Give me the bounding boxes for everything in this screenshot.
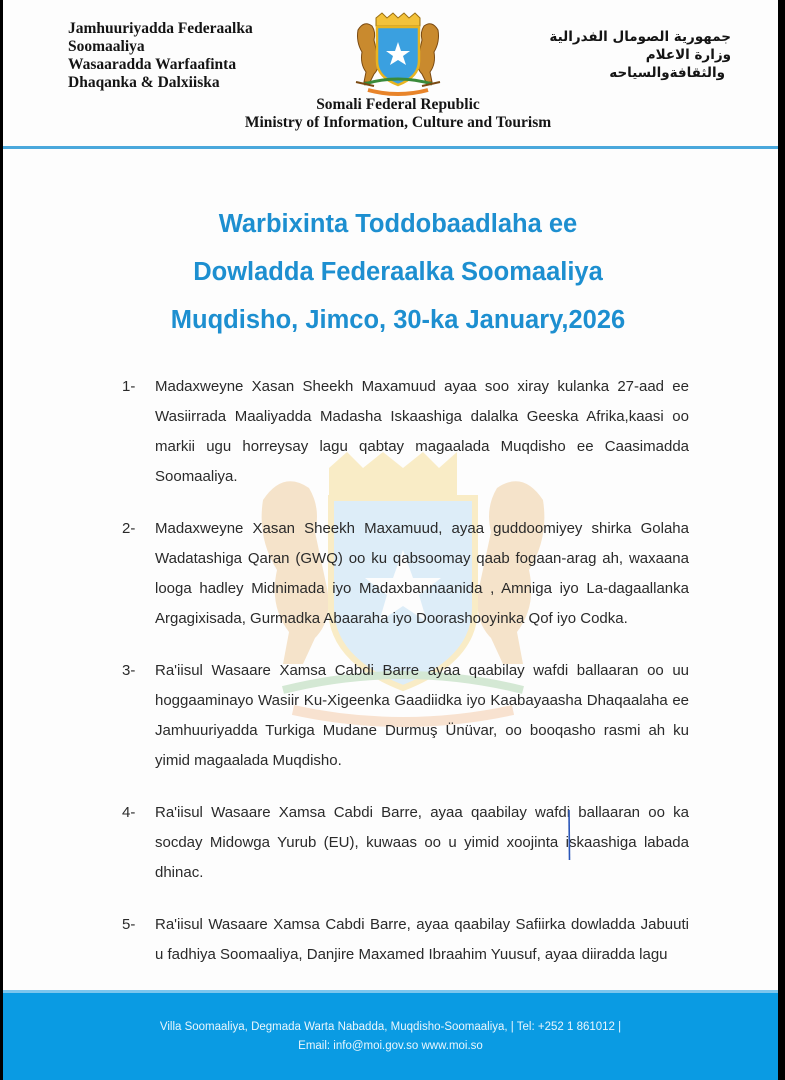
item-number: 1- — [122, 378, 136, 395]
document-title — [3, 200, 778, 344]
coat-of-arms-icon — [350, 10, 446, 100]
header-arabic-line: جمهورية الصومال الفدرالية — [549, 29, 731, 45]
title-line: Warbixinta Toddobaadlaha ee — [218, 210, 578, 238]
item-text: Madaxweyne Xasan Sheekh Maxamuud ayaa soo xiray kulanka 27-aad ee Wasiirrada Maaliyadda Madasha Iskaashiga dalalka Geeska Afrika,kaasi oo markii ugu horreysay lagu qabtay magaalada Muqdisho ee Caasimadda Soomaaliya. — [155, 378, 689, 485]
title-line: Dowladda Federaalka Soomaaliya — [193, 258, 603, 286]
item-text: Ra'iisul Wasaare Xamsa Cabdi Barre ayaa qaabilay wafdi ballaaran oo uu hoggaaminayo Wasiir Ku-Xigeenka Gaadiidka iyo Kaabayaasha Dhaqaalaha ee Jamhuuriyadda Turkiga Mudane Durmuş Ünüvar, oo booqasho rasmi ah ku yimid magaalada Muqdisho. — [155, 662, 689, 769]
list-item — [122, 372, 689, 492]
header-somali-line: Soomaaliya — [68, 38, 145, 55]
item-text: Madaxweyne Xasan Sheekh Maxamuud, ayaa guddoomiyey shirka Golaha Wadatashiga Qaran (GWQ) oo ku qabsoomay qaab fogaan-arag ah, waxaana looga hadley Midnimada iyo Madaxbannaanida , Amniga iyo La-dagaallanka Argagixisada, Gurmadka Abaaraha iyo Doorashooyinka Qof iyo Codka. — [155, 520, 689, 627]
item-text: Ra'iisul Wasaare Xamsa Cabdi Barre, ayaa qaabilay Safiirka dowladda Jabuuti u fadhiya Soomaaliya, Danjire Maxamed Ibraahim Yuusuf, ayaa diiradda lagu — [155, 916, 689, 963]
footer-contact: Email: info@moi.gov.so www.moi.so — [298, 1040, 483, 1052]
header-divider — [3, 146, 778, 149]
item-number: 5- — [122, 916, 136, 933]
pen-stroke-mark — [567, 810, 571, 860]
header-arabic-line: وزارة الاعلام — [645, 47, 731, 63]
news-list — [122, 372, 689, 992]
header-english-line: Ministry of Information, Culture and Tourism — [244, 114, 552, 131]
footer-address: Villa Soomaaliya, Degmada Warta Nabadda, Muqdisho-Soomaaliya, | Tel: +252 1 861012 | — [159, 1021, 622, 1033]
header-english-block — [3, 96, 778, 132]
list-item — [122, 656, 689, 776]
list-item — [122, 910, 689, 970]
header-arabic-block — [549, 28, 731, 82]
item-number: 2- — [122, 520, 136, 537]
header-somali-block — [68, 20, 253, 92]
header-english-line: Somali Federal Republic — [316, 96, 480, 113]
list-item — [122, 798, 689, 888]
item-number: 3- — [122, 662, 136, 679]
header-somali-line: Dhaqanka & Dalxiiska — [68, 74, 220, 91]
list-item — [122, 514, 689, 634]
item-number: 4- — [122, 804, 136, 821]
footer-bar — [3, 990, 778, 1080]
header-somali-line: Wasaaradda Warfaafinta — [68, 56, 237, 73]
header-somali-line: Jamhuuriyadda Federaalka — [68, 20, 253, 37]
document-page — [3, 0, 778, 1080]
title-line: Muqdisho, Jimco, 30-ka January,2026 — [170, 306, 626, 334]
item-text: Ra'iisul Wasaare Xamsa Cabdi Barre, ayaa qaabilay wafdi ballaaran oo ka socday Midowga Yurub (EU), kuwaas oo u yimid xoojinta iskaashiga labada dhinac. — [155, 804, 689, 881]
header-arabic-line: والثقافةوالسياحه — [609, 65, 725, 81]
